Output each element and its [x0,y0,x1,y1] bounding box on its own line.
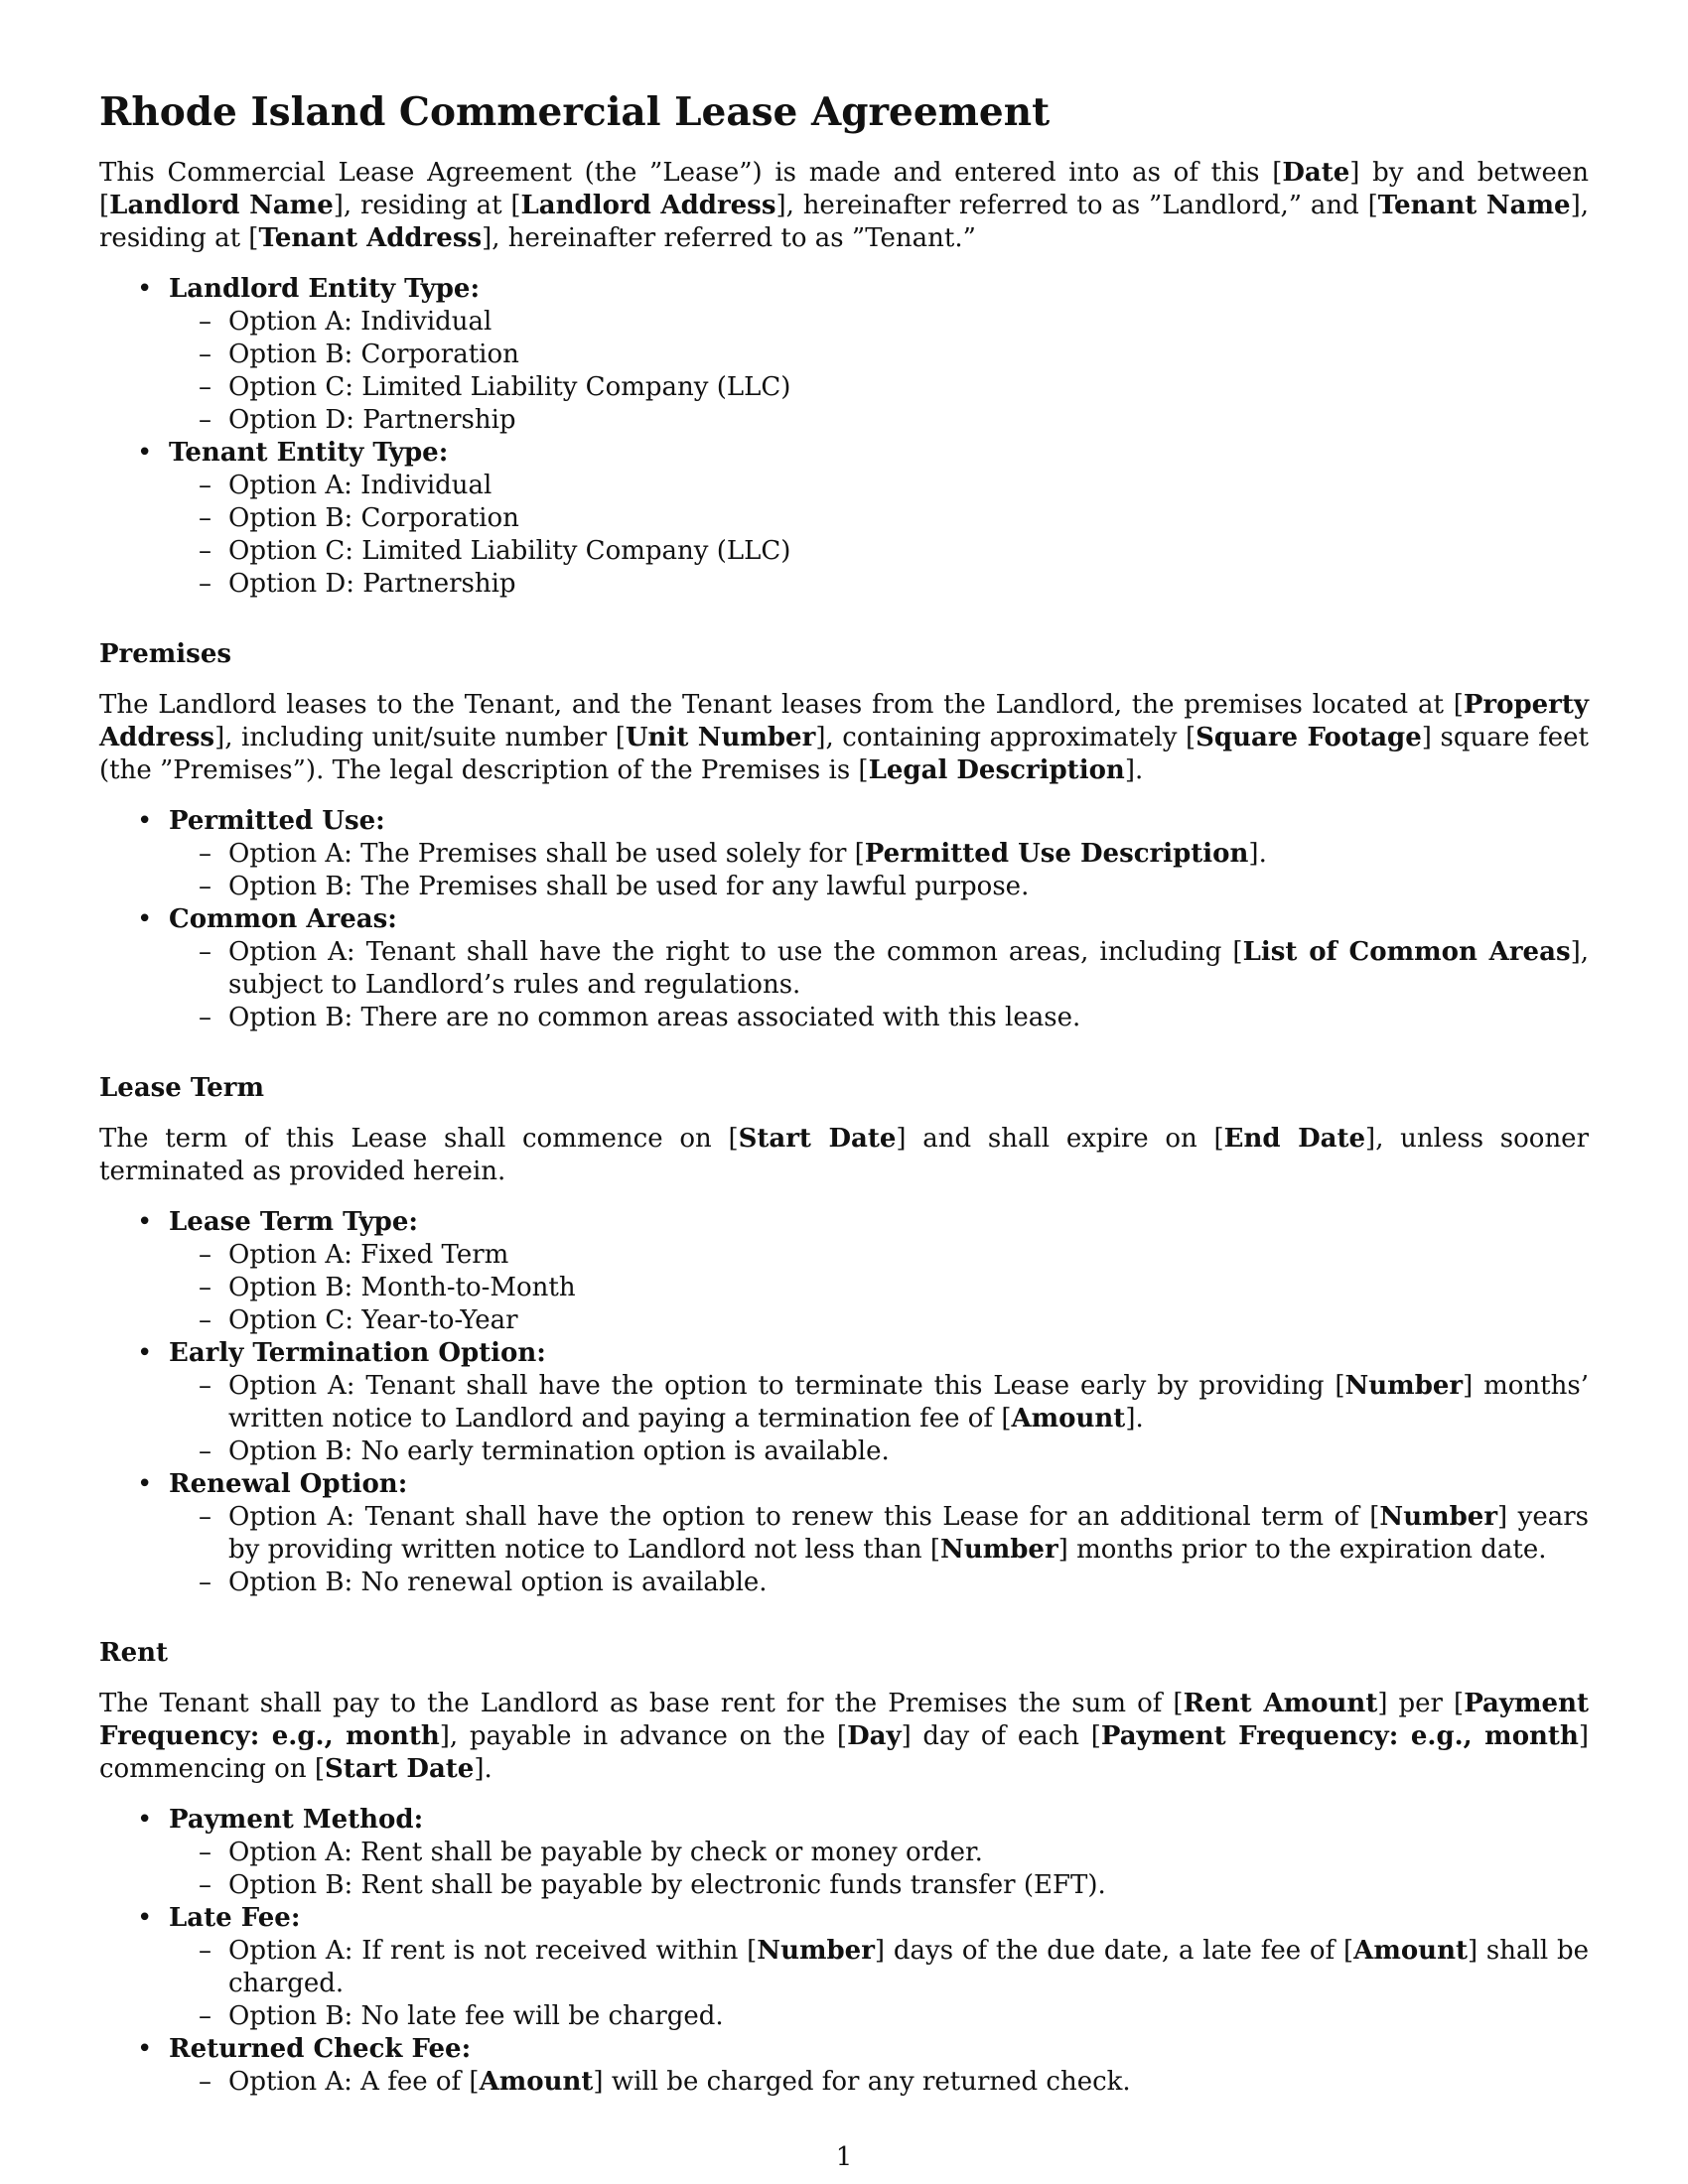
payment-method-title: Payment Method: [169,1805,424,1835]
date-field: Date [1282,158,1350,188]
option-item: – Option A: If rent is not received within [Number] days of the due date, a late fee of [Amount] shall be charged. [169,1935,1589,2000]
landlord-name-field: Landlord Name [109,191,334,220]
number-field: Number [1344,1371,1464,1401]
list-item [99,1468,1589,1599]
start-date-field: Start Date [325,1754,475,1784]
option-item: – Option B: Month-to-Month [169,1272,1589,1304]
rent-amount-field: Rent Amount [1183,1689,1378,1718]
document-title: Rhode Island Commercial Lease Agreement [99,89,1051,135]
option-item: – Option C: Limited Liability Company (LLC) [169,371,1589,404]
list-item [99,1804,1589,1902]
option-item: – Option D: Partnership [169,404,1589,437]
option-item: – Option B: Corporation [169,502,1589,535]
option-item: – Option B: No renewal option is available. [169,1567,1589,1599]
rent-options-list [99,1804,1589,2099]
lease-term-heading: Lease Term [99,1073,265,1103]
option-item: – Option A: Tenant shall have the option to terminate this Lease early by providing [Number] months’ written notice to Landlord and paying a termination fee of [Amount]. [169,1370,1589,1435]
late-fee-title: Late Fee: [169,1903,301,1933]
lease-term-paragraph: The term of this Lease shall commence on [Start Date] and shall expire on [End Date], unless sooner terminated as provided herein. [99,1124,1589,1186]
landlord-address-field: Landlord Address [520,191,776,220]
premises-paragraph: The Landlord leases to the Tenant, and the Tenant leases from the Landlord, the premises located at [Property Address], including unit/suite number [Unit Number], containing approximately [Square Footage] square feet (the ”Premises”). The legal description of the Premises is [Legal Description]. [99,690,1589,785]
option-item: – Option B: No early termination option is available. [169,1435,1589,1468]
option-item: – Option A: The Premises shall be used solely for [Permitted Use Description]. [169,838,1589,871]
option-item: – Option A: Tenant shall have the right to use the common areas, including [List of Common Areas], subject to Landlord’s rules and regulations. [169,936,1589,1002]
intro-paragraph: This Commercial Lease Agreement (the ”Lease”) is made and entered into as of this [Date] by and between [Landlord Name], residing at [Landlord Address], hereinafter referred to as ”Landlord,” and [Tenant Name], residing at [Tenant Address], hereinafter referred to as ”Tenant.” [99,158,1589,253]
page-number: 1 [835,2142,853,2172]
premises-options-list [99,805,1589,1034]
end-date-field: End Date [1223,1124,1366,1154]
option-item: – Option B: The Premises shall be used for any lawful purpose. [169,871,1589,903]
premises-heading: Premises [99,639,231,669]
lease-term-section [99,1072,1589,1599]
premises-section [99,638,1589,1034]
list-item [99,2033,1589,2099]
list-item [99,1902,1589,2033]
square-footage-field: Square Footage [1196,723,1422,752]
amount-field: Amount [479,2067,594,2097]
payment-frequency-field: Payment Frequency: e.g., month [1100,1721,1579,1751]
option-item: – Option A: A fee of [Amount] will be charged for any returned check. [169,2066,1589,2099]
legal-description-field: Legal Description [868,755,1125,785]
rent-heading: Rent [99,1638,169,1668]
document-page [99,87,1589,2099]
payment-frequency-field: Payment Frequency: e.g., month [99,1689,1589,1751]
renewal-option-title: Renewal Option: [169,1469,408,1499]
permitted-use-title: Permitted Use: [169,806,385,836]
list-item [99,1337,1589,1468]
lease-term-type-title: Lease Term Type: [169,1207,418,1237]
common-areas-field: List of Common Areas [1242,937,1571,967]
number-field: Number [757,1936,875,1966]
option-item: – Option B: There are no common areas associated with this lease. [169,1002,1589,1034]
list-item [99,437,1589,601]
option-item: – Option B: Corporation [169,339,1589,371]
option-item: – Option A: Individual [169,306,1589,339]
option-item: – Option A: Rent shall be payable by check or money order. [169,1837,1589,1869]
entity-type-list [99,273,1589,601]
common-areas-title: Common Areas: [169,904,397,934]
list-item [99,1206,1589,1337]
start-date-field: Start Date [738,1124,897,1154]
list-item [99,805,1589,903]
amount-field: Amount [1353,1936,1468,1966]
permitted-use-field: Permitted Use Description [864,839,1249,869]
option-item: – Option D: Partnership [169,568,1589,601]
option-item: – Option C: Year-to-Year [169,1304,1589,1337]
landlord-entity-type-title: Landlord Entity Type: [169,274,481,304]
tenant-address-field: Tenant Address [258,223,483,253]
early-termination-title: Early Termination Option: [169,1338,546,1368]
lease-term-options-list [99,1206,1589,1599]
tenant-name-field: Tenant Name [1377,191,1571,220]
amount-field: Amount [1011,1404,1126,1433]
option-item: – Option A: Individual [169,470,1589,502]
number-field: Number [940,1535,1058,1565]
tenant-entity-type-title: Tenant Entity Type: [169,438,449,468]
list-item [99,273,1589,437]
option-item: – Option A: Fixed Term [169,1239,1589,1272]
number-field: Number [1379,1502,1498,1532]
day-field: Day [847,1721,902,1751]
rent-paragraph: The Tenant shall pay to the Landlord as base rent for the Premises the sum of [Rent Amount] per [Payment Frequency: e.g., month], payable in advance on the [Day] day of each [Payment Frequency: e.g., month] commencing on [Start Date]. [99,1689,1590,1784]
rent-section [99,1637,1589,2099]
list-item [99,903,1589,1034]
option-item: – Option C: Limited Liability Company (LLC) [169,535,1589,568]
unit-number-field: Unit Number [625,723,816,752]
option-item: – Option B: Rent shall be payable by electronic funds transfer (EFT). [169,1869,1589,1902]
option-item: – Option A: Tenant shall have the option to renew this Lease for an additional term of [Number] years by providing written notice to Landlord not less than [Number] months prior to the expiration date. [169,1501,1589,1567]
property-address-field: Property Address [99,690,1589,752]
returned-check-fee-title: Returned Check Fee: [169,2034,472,2064]
option-item: – Option B: No late fee will be charged. [169,2000,1589,2033]
